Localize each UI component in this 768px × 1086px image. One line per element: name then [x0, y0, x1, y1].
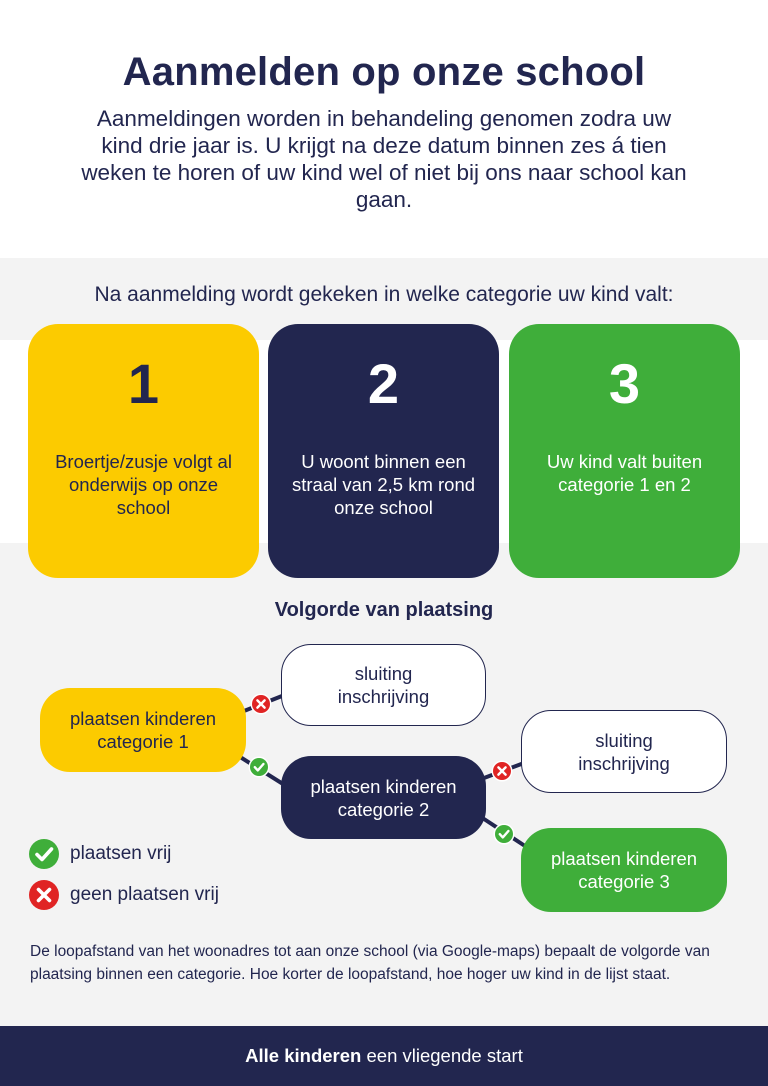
node-registration-closed-2: sluiting inschrijving — [521, 710, 727, 793]
category-number: 2 — [367, 352, 400, 415]
category-description: Broertje/zusje volgt al onderwijs op onze school — [55, 451, 232, 518]
legend-label: geen plaatsen vrij — [70, 884, 219, 905]
category-number: 1 — [127, 352, 160, 415]
node-place-category-1: plaatsen kinderen categorie 1 — [40, 688, 246, 772]
slogan-bold: Alle kinderen — [245, 1045, 362, 1066]
category-description: U woont binnen een straal van 2,5 km rond onze school — [291, 451, 476, 518]
legend-item-full — [28, 879, 219, 911]
cross-icon — [492, 761, 513, 782]
node-place-category-2: plaatsen kinderen categorie 2 — [281, 756, 486, 839]
cross-icon — [251, 694, 272, 715]
node-registration-closed-1: sluiting inschrijving — [281, 644, 486, 726]
footer-slogan-bar — [0, 1026, 768, 1086]
check-icon — [28, 838, 60, 870]
legend-label: plaatsen vrij — [70, 843, 172, 864]
slogan-rest: een vliegende start — [361, 1045, 523, 1066]
cross-icon — [28, 879, 60, 911]
flow-title: Volgorde van plaatsing — [274, 599, 494, 621]
check-icon — [249, 757, 270, 778]
page-title: Aanmelden op onze school — [122, 50, 646, 94]
intro-text: Aanmeldingen worden in behandeling genomen zodra uw kind drie jaar is. U krijgt na deze datum binnen zes á tien weken te horen of uw kind wel of niet bij ons naar school kan gaan. — [81, 106, 687, 212]
categories-heading: Na aanmelding wordt gekeken in welke categorie uw kind valt: — [94, 283, 674, 306]
check-icon — [494, 824, 515, 845]
category-number: 3 — [608, 352, 641, 415]
legend-item-free — [28, 838, 171, 870]
footnote-text: De loopafstand van het woonadres tot aan onze school (via Google-maps) bepaalt de volgorde van plaatsing binnen een categorie. Hoe korter de loopafstand, hoe hoger uw kind in de lijst staat. — [30, 943, 710, 983]
node-place-category-3: plaatsen kinderen categorie 3 — [521, 828, 727, 912]
category-description: Uw kind valt buiten categorie 1 en 2 — [546, 451, 703, 495]
